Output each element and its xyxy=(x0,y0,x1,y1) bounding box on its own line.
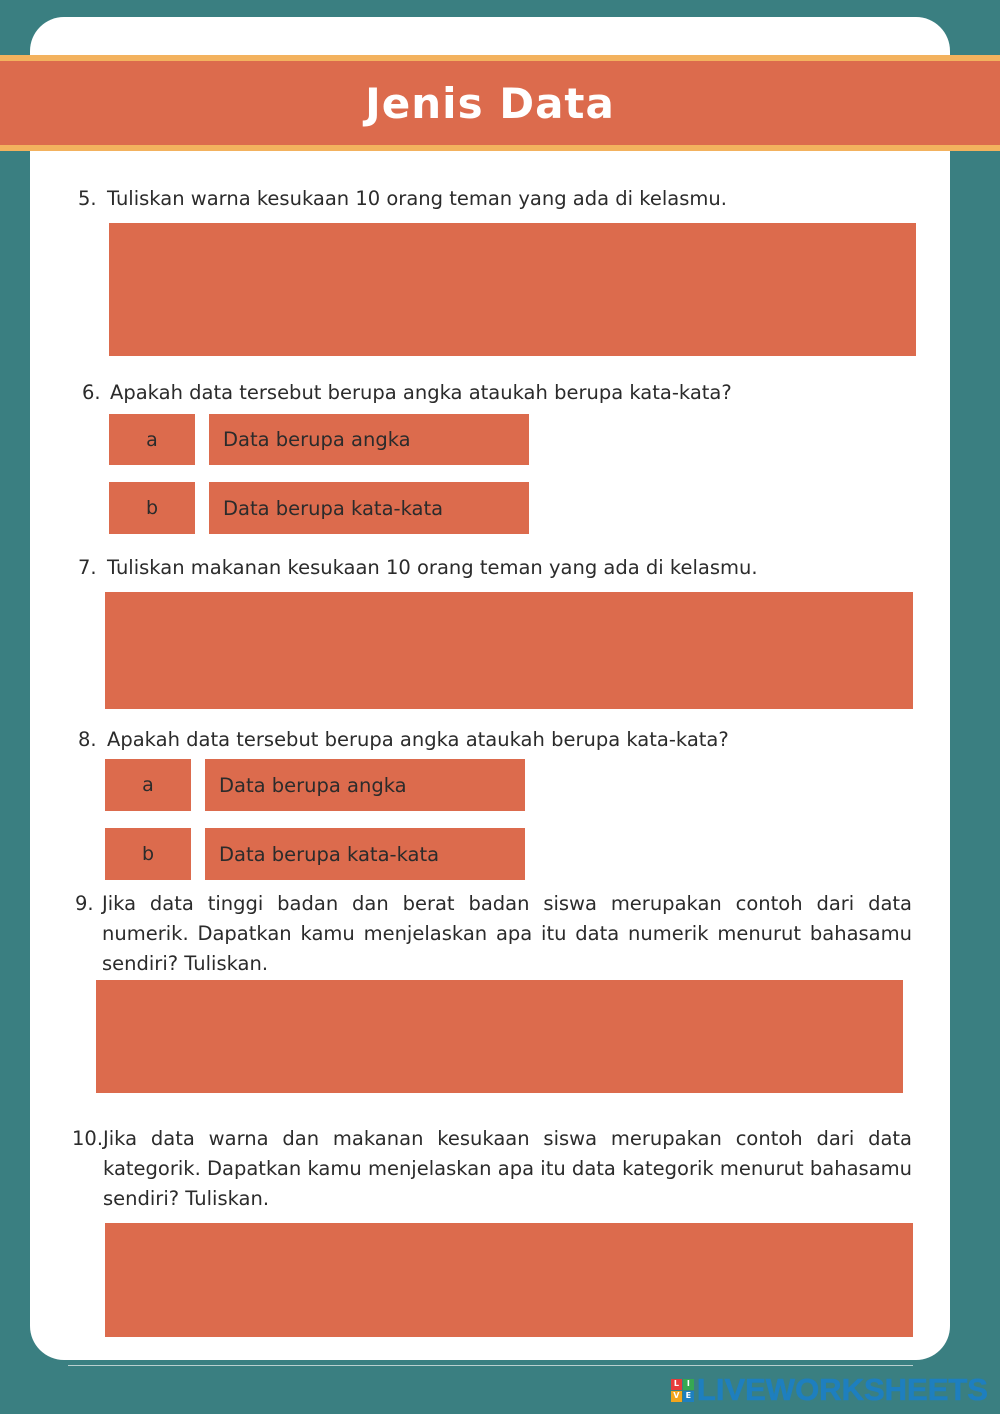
question-text: Tuliskan makanan kesukaan 10 orang teman yang ada di kelasmu. xyxy=(107,556,758,579)
question-number: 8. xyxy=(78,728,97,751)
question-number: 6. xyxy=(82,381,101,404)
question-text: Apakah data tersebut berupa angka ataukah berupa kata-kata? xyxy=(110,381,732,404)
logo-letter: V xyxy=(671,1391,682,1402)
answer-box-10[interactable] xyxy=(105,1223,913,1337)
question-6 xyxy=(82,378,732,408)
question-9-number: 9. xyxy=(75,892,94,915)
liveworksheets-logo[interactable] xyxy=(671,1374,988,1406)
answer-box-7[interactable] xyxy=(105,592,913,709)
question-number: 5. xyxy=(78,187,97,210)
option-a-letter[interactable]: a xyxy=(109,414,195,465)
option-b-label[interactable]: Data berupa kata-kata xyxy=(205,828,525,880)
footer-divider xyxy=(68,1365,913,1366)
option-a-letter[interactable]: a xyxy=(105,759,191,811)
question-10-number: 10. xyxy=(72,1127,104,1150)
question-8 xyxy=(78,725,729,755)
brand-name: LIVEWORKSHEETS xyxy=(696,1372,988,1407)
question-text: Apakah data tersebut berupa angka ataukah berupa kata-kata? xyxy=(107,728,729,751)
question-7 xyxy=(78,553,758,583)
option-a-label[interactable]: Data berupa angka xyxy=(205,759,525,811)
answer-box-9[interactable] xyxy=(96,980,903,1093)
logo-letter: L xyxy=(671,1379,682,1390)
question-text: Tuliskan warna kesukaan 10 orang teman yang ada di kelasmu. xyxy=(107,187,727,210)
answer-box-5[interactable] xyxy=(109,223,916,356)
question-number: 7. xyxy=(78,556,97,579)
option-b-label[interactable]: Data berupa kata-kata xyxy=(209,482,529,534)
question-10-text: Jika data warna dan makanan kesukaan siswa merupakan contoh dari data kategorik. Dapatkan kamu menjelaskan apa itu data kategorik menurut bahasamu sendiri? Tuliskan. xyxy=(103,1127,912,1210)
option-b-letter[interactable]: b xyxy=(105,828,191,880)
question-9-text: Jika data tinggi badan dan berat badan siswa merupakan contoh dari data numerik. Dapatkan kamu menjelaskan apa itu data numerik menurut bahasamu sendiri? Tuliskan. xyxy=(102,892,912,975)
page-title: Jenis Data xyxy=(365,78,615,128)
logo-letter: I xyxy=(683,1379,694,1390)
question-5 xyxy=(78,184,727,214)
option-b-letter[interactable]: b xyxy=(109,482,195,534)
option-a-label[interactable]: Data berupa angka xyxy=(209,414,529,465)
logo-mark-icon xyxy=(671,1379,694,1402)
title-banner xyxy=(0,55,1000,151)
logo-letter: E xyxy=(683,1391,694,1402)
